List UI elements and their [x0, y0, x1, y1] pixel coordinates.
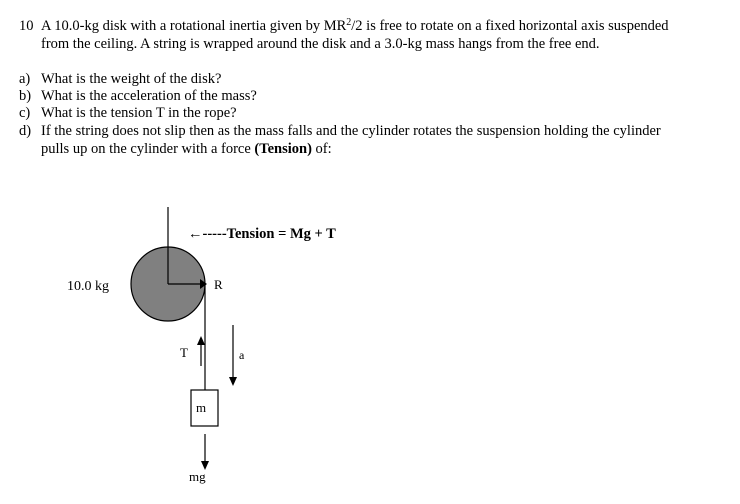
- problem-number: 10: [19, 18, 34, 34]
- tension-arrowhead-icon: [197, 336, 205, 345]
- question-a-letter: a): [19, 71, 31, 87]
- tension-t-label: T: [180, 345, 188, 360]
- question-c-letter: c): [19, 105, 31, 121]
- problem-text-part-2: /2 is free to rotate on a fixed horizontal axis suspended: [351, 18, 669, 34]
- weight-label: mg: [189, 469, 206, 484]
- question-b-text: What is the acceleration of the mass?: [41, 88, 257, 104]
- mass-label: m: [196, 400, 207, 415]
- exponent: 2: [346, 17, 352, 28]
- problem-statement-line-2: from the ceiling. A string is wrapped around the disk and a 3.0-kg mass hangs from the free end.: [41, 36, 600, 52]
- tension-equation-label: ←-----Tension = Mg + T: [188, 226, 336, 242]
- question-d-letter: d): [19, 123, 32, 139]
- disk-mass-label: 10.0 kg: [67, 279, 109, 294]
- problem-text-part-1: A 10.0-kg disk with a rotational inertia given by MR: [41, 18, 347, 34]
- question-b-letter: b): [19, 88, 32, 104]
- question-a-text: What is the weight of the disk?: [41, 71, 222, 87]
- acceleration-label: a: [239, 348, 245, 362]
- question-d-text-line-1: If the string does not slip then as the mass falls and the cylinder rotates the suspension holding the cylinder: [41, 123, 661, 139]
- question-d-bold-term: (Tension): [254, 141, 312, 157]
- acceleration-arrowhead-icon: [229, 377, 237, 386]
- radius-label: R: [214, 277, 223, 292]
- question-d-text-part-1: pulls up on the cylinder with a force: [41, 141, 255, 157]
- question-d-text-part-2: of:: [311, 141, 332, 157]
- question-c-text: What is the tension T in the rope?: [41, 105, 237, 121]
